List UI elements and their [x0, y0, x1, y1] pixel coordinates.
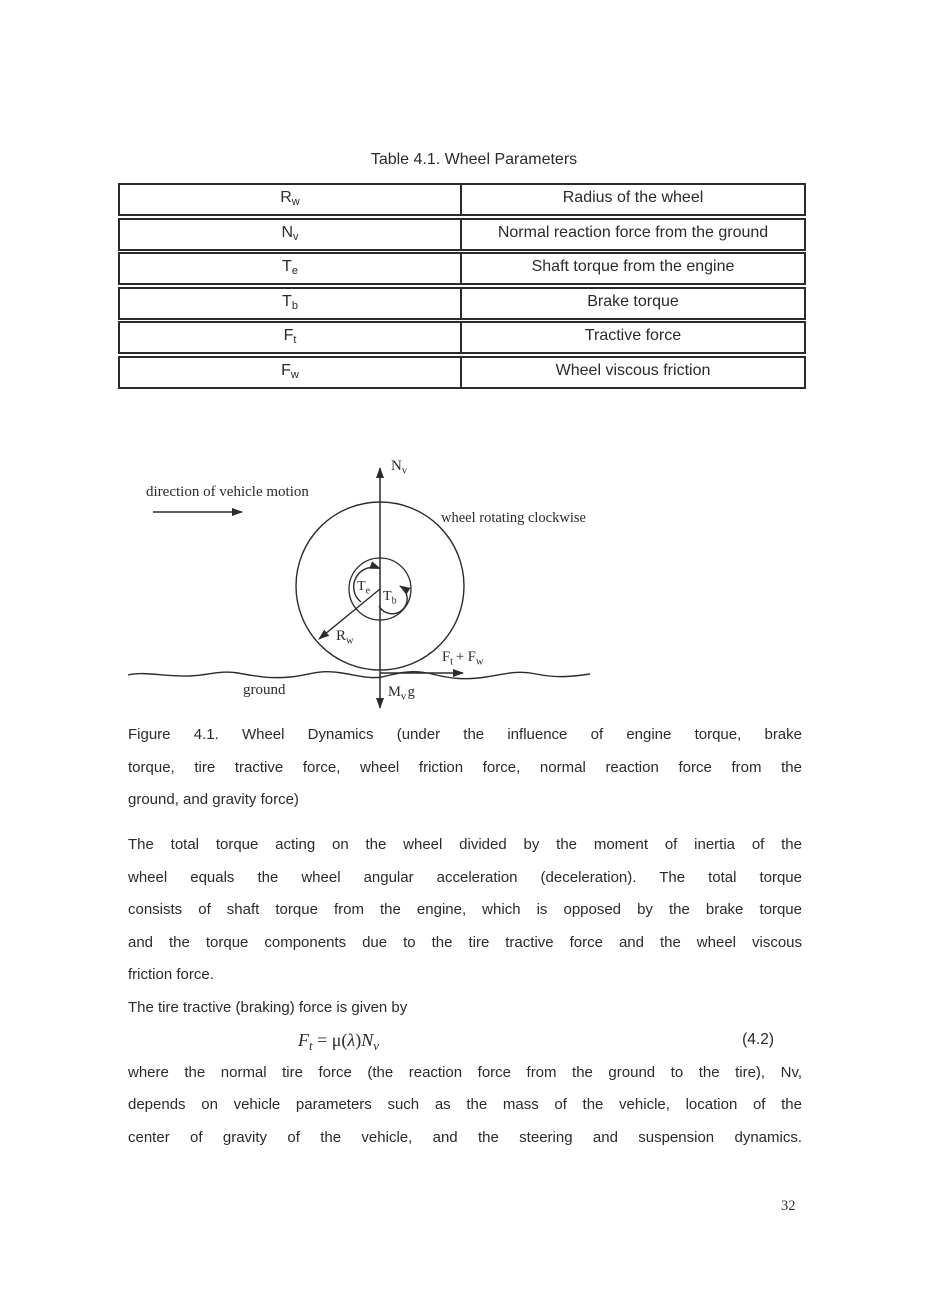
table-row: [118, 218, 806, 251]
rw-label: $R_w$: [336, 628, 354, 647]
description-cell: Normal reaction force from the ground: [497, 223, 769, 241]
description-cell: Radius of the wheel: [562, 189, 704, 206]
body-line: The tire tractive (braking) force is given by: [128, 998, 408, 1016]
page-number: 32: [781, 1198, 796, 1214]
body-line: center of gravity of the vehicle, and the steering and suspension dynamics.: [128, 1128, 802, 1146]
symbol-cell: $T_e$: [120, 254, 462, 283]
wheel-dynamics-figure: [120, 450, 600, 720]
direction-label: direction of vehicle motion: [146, 484, 309, 500]
ground-line: [128, 672, 590, 679]
symbol-cell: $N_v$: [120, 220, 462, 249]
table-row: [118, 252, 806, 285]
figure-caption: [128, 719, 802, 817]
ground-label: ground: [243, 682, 286, 698]
table-row: [118, 287, 806, 320]
caption-line: ground, and gravity force): [128, 791, 299, 808]
mvg-label: $M_v$ g: [388, 684, 415, 703]
body-line: consists of shaft torque from the engine, which is opposed by the brake torque: [128, 901, 802, 918]
body-line: depends on vehicle parameters such as the mass of the vehicle, location of the: [128, 1096, 802, 1113]
body-line: and the torque components due to the tire tractive force and the wheel viscous: [128, 933, 802, 951]
description-cell: Tractive force: [584, 327, 682, 344]
description-cell: Shaft torque from the engine: [531, 258, 735, 275]
symbol-cell: $T_b$: [120, 289, 462, 318]
body-line: The total torque acting on the wheel divided by the moment of inertia of the: [128, 836, 802, 853]
table-title: Table 4.1. Wheel Parameters: [370, 151, 578, 168]
description-cell: Brake torque: [587, 292, 679, 310]
tb-label: $T_b$: [383, 589, 397, 607]
body-text: [128, 829, 802, 1154]
table-row: [118, 183, 806, 216]
rotation-label: wheel rotating clockwise: [441, 510, 586, 526]
symbol-cell: $F_w$: [120, 358, 462, 387]
ft-fw-label: $F_t + F_w$: [442, 649, 484, 668]
symbol-cell: $R_w$: [120, 185, 462, 214]
table-row: [118, 356, 806, 389]
equation-expression: $F_t = \mu(\lambda)N_v$: [298, 1030, 380, 1053]
wheel-parameters-table: [118, 183, 806, 390]
caption-line: Figure 4.1. Wheel Dynamics (under the influence of engine torque, brake: [128, 726, 802, 743]
nv-label: $N_v$: [391, 458, 408, 477]
symbol-cell: $F_t$: [120, 323, 462, 352]
equation-number: (4.2): [742, 1031, 774, 1048]
te-label: $T_e$: [357, 579, 371, 597]
table-row: [118, 321, 806, 354]
equation-42: [128, 1024, 802, 1057]
description-cell: Wheel viscous friction: [555, 361, 711, 379]
body-line: friction force.: [128, 966, 214, 983]
body-line: where the normal tire force (the reaction force from the ground to the tire), Nv,: [128, 1063, 802, 1081]
caption-line: torque, tire tractive force, wheel friction force, normal reaction force from the: [128, 758, 802, 776]
body-line: wheel equals the wheel angular acceleration (deceleration). The total torque: [128, 868, 802, 886]
